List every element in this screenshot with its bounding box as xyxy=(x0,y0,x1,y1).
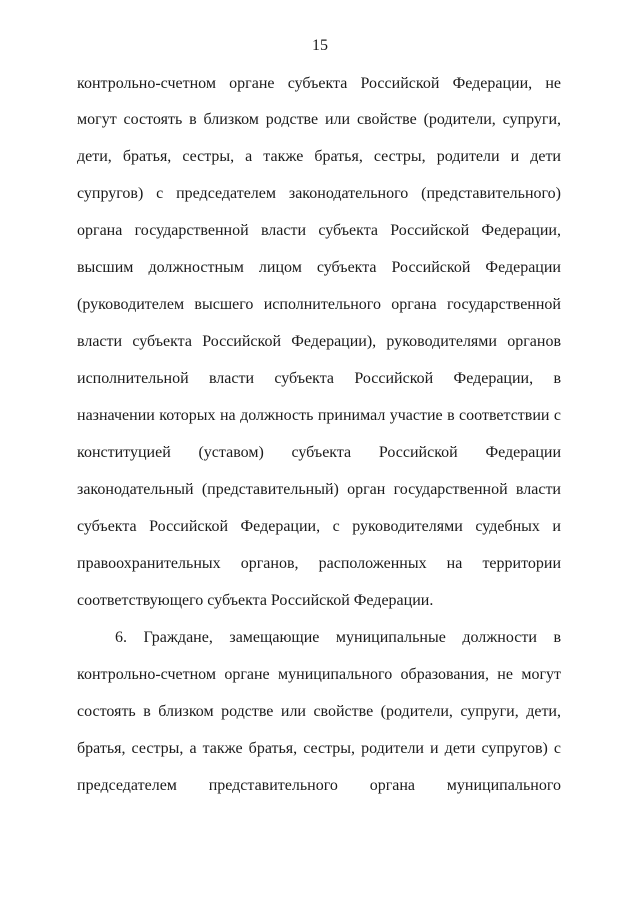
page-number: 15 xyxy=(312,37,328,54)
paragraph-6-first-line: 6. Граждане, замещающие муниципальные должности в xyxy=(115,629,561,646)
text-line: дети, братья, сестры, а также братья, сестры, родители и дети xyxy=(77,148,561,165)
text-line: законодательный (представительный) орган государственной власти xyxy=(77,481,561,498)
text-line: исполнительной власти субъекта Российской Федерации, в xyxy=(77,370,561,387)
text-line: супругов) с председателем законодательного (представительного) xyxy=(77,185,561,202)
text-line: назначении которых на должность принимал участие в соответствии с xyxy=(77,407,561,424)
text-line: могут состоять в близком родстве или свойстве (родители, супруги, xyxy=(77,111,561,128)
text-line: власти субъекта Российской Федерации), руководителями органов xyxy=(77,333,561,350)
text-line: контрольно-счетном органе субъекта Российской Федерации, не xyxy=(77,75,561,92)
text-line: правоохранительных органов, расположенных на территории xyxy=(77,555,561,572)
text-line: высшим должностным лицом субъекта Российской Федерации xyxy=(77,259,561,276)
text-line: состоять в близком родстве или свойстве (родители, супруги, дети, xyxy=(77,703,561,720)
text-line: субъекта Российской Федерации, с руководителями судебных и xyxy=(77,518,561,535)
text-line: органа государственной власти субъекта Российской Федерации, xyxy=(77,222,561,239)
text-line: братья, сестры, а также братья, сестры, родители и дети супругов) с xyxy=(77,740,561,757)
text-line: председателем представительного органа муниципального xyxy=(77,777,561,794)
text-line: соответствующего субъекта Российской Федерации. xyxy=(77,592,434,609)
text-line: контрольно-счетном органе муниципального образования, не могут xyxy=(77,666,561,683)
text-line: (руководителем высшего исполнительного органа государственной xyxy=(77,296,561,313)
text-line: конституцией (уставом) субъекта Российской Федерации xyxy=(77,444,561,461)
